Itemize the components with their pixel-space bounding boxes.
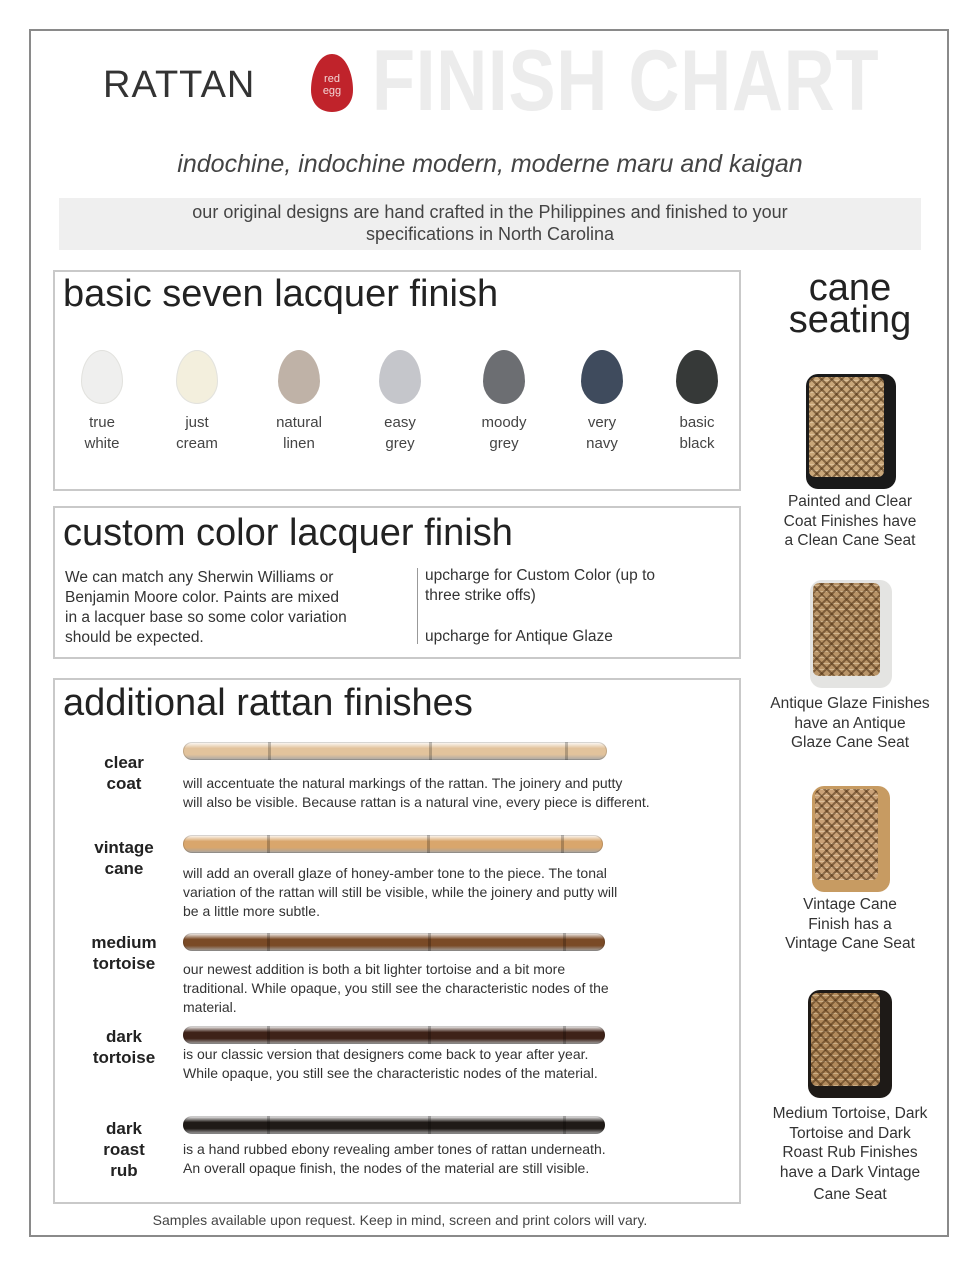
cane-seat-photo [806, 374, 896, 489]
swatch-label [360, 412, 440, 454]
footer-note: Samples available upon request. Keep in mind, screen and print colors will vary. [152, 1212, 648, 1228]
finish-description [183, 960, 723, 1017]
swatch-label [657, 412, 737, 454]
finish-name [69, 752, 179, 794]
red-egg-logo [310, 52, 354, 114]
finish-description [183, 864, 723, 921]
rattan-rod-sample [183, 742, 607, 760]
color-swatch [676, 350, 718, 404]
custom-color-section [53, 506, 741, 659]
divider [417, 568, 418, 644]
finish-name [69, 837, 179, 879]
cane-seat-caption [752, 492, 948, 551]
description-line: will also be visible. Because rattan is a natural vine, every piece is different. [183, 794, 650, 810]
finish-name-line: dark [106, 1027, 142, 1046]
rod-node [563, 1026, 566, 1044]
swatch-label [259, 412, 339, 454]
finish-description [183, 774, 723, 812]
finish-name-line: tortoise [92, 1048, 156, 1067]
section-title: additional rattan finishes [63, 682, 473, 724]
custom-color-upcharges [425, 566, 725, 647]
caption-line: Antique Glaze Finishes [770, 695, 930, 712]
description-line: is our classic version that designers come back to year after year. [183, 1046, 589, 1062]
caption-line: Vintage Cane [803, 896, 897, 913]
description-line: Benjamin Moore color. Paints are mixed [65, 589, 339, 606]
rattan-label: RATTAN [103, 64, 256, 106]
spacer [425, 606, 725, 627]
finish-name [69, 1026, 179, 1068]
cane-seating-title [766, 267, 934, 341]
rod-node [427, 835, 430, 853]
rod-node [561, 835, 564, 853]
cane-seat-caption [752, 1104, 948, 1205]
rod-node [267, 835, 270, 853]
rattan-rod-sample [183, 933, 605, 951]
additional-finishes-section [53, 678, 741, 1204]
finish-name-line: tortoise [92, 954, 156, 973]
rod-node [563, 933, 566, 951]
description-line: traditional. While opaque, you still see the characteristic nodes of the [183, 980, 609, 996]
caption-line: Finish has a [808, 915, 892, 933]
description-line: be a little more subtle. [183, 903, 320, 919]
rod-node [428, 1026, 431, 1044]
finish-name-line: cane [104, 859, 144, 878]
caption-line: have a Dark Vintage [779, 1163, 921, 1181]
description-line: is a hand rubbed ebony revealing amber tones of rattan underneath. [183, 1141, 606, 1157]
caption-line: Vintage Cane Seat [785, 935, 915, 952]
caption-line: a Clean Cane Seat [784, 532, 916, 549]
caption-line: Painted and Clear [787, 493, 913, 510]
rod-node [267, 933, 270, 951]
color-swatch [483, 350, 525, 404]
finish-description [183, 1140, 723, 1178]
description-line: We can match any Sherwin Williams or [65, 569, 334, 586]
product-lines-subtitle: indochine, indochine modern, moderne maru and kaigan [177, 150, 803, 178]
swatch-label-line: natural [276, 414, 322, 431]
cane-seat-caption [752, 694, 948, 753]
rod-node [268, 742, 271, 760]
origin-banner [59, 198, 921, 250]
swatch-label [157, 412, 237, 454]
finish-name-line: rub [110, 1161, 138, 1180]
rod-node [428, 1116, 431, 1134]
cane-seat-photo [812, 786, 890, 892]
swatch-label-line: easy [384, 414, 416, 431]
rattan-rod-sample [183, 835, 603, 853]
description-line: An overall opaque finish, the nodes of the material are still visible. [183, 1160, 590, 1176]
caption-line: Tortoise and Dark [789, 1124, 911, 1142]
upcharge-line: three strike offs) [425, 587, 536, 604]
title-line: seating [788, 299, 912, 341]
caption-line: Glaze Cane Seat [790, 734, 910, 751]
description-line: in a lacquer base so some color variation [65, 609, 347, 626]
swatch-label-line: very [587, 414, 617, 431]
caption-line: Roast Rub Finishes [782, 1144, 918, 1161]
rod-node [429, 742, 432, 760]
finish-name-line: roast [103, 1140, 145, 1159]
finish-name-line: vintage [94, 838, 154, 857]
swatch-label [62, 412, 142, 454]
description-line: will add an overall glaze of honey-amber tone to the piece. The tonal [183, 865, 607, 881]
rod-node [267, 1116, 270, 1134]
swatch-label-line: true [89, 414, 115, 431]
swatch-label-line: linen [283, 435, 315, 452]
section-title: basic seven lacquer finish [63, 273, 499, 315]
swatch-label-line: grey [385, 435, 415, 452]
description-line: will accentuate the natural markings of the rattan. The joinery and putty [183, 775, 623, 791]
upcharge-line: upcharge for Antique Glaze [425, 628, 613, 645]
custom-color-description [65, 568, 395, 648]
cane-weave [815, 789, 878, 880]
description-line: While opaque, you still see the characteristic nodes of the material. [183, 1065, 598, 1081]
chart-title: FINISH CHART [372, 33, 880, 129]
description-line: material. [183, 999, 237, 1015]
finish-name-line: medium [91, 933, 157, 952]
rod-node [428, 933, 431, 951]
color-swatch [581, 350, 623, 404]
rod-node [563, 1116, 566, 1134]
caption-line: Coat Finishes have [783, 512, 917, 530]
finish-name-line: dark [106, 1119, 142, 1138]
caption-line: Medium Tortoise, Dark [772, 1105, 928, 1122]
swatch-label-line: black [679, 435, 715, 452]
color-swatch [379, 350, 421, 404]
rod-node [565, 742, 568, 760]
banner-line: our original designs are hand crafted in the Philippines and finished to your [192, 202, 788, 222]
basic-lacquer-section [53, 270, 741, 491]
swatch-label-line: moody [481, 414, 527, 431]
color-swatch [176, 350, 218, 404]
caption-line: Cane Seat [813, 1186, 887, 1203]
title-line: cane [808, 267, 892, 309]
swatch-label [562, 412, 642, 454]
rattan-rod-sample [183, 1026, 605, 1044]
description-line: variation of the rattan will still be visible, while the joinery and putty will [183, 884, 618, 900]
rod-node [267, 1026, 270, 1044]
swatch-label [464, 412, 544, 454]
svg-text:red: red [324, 73, 340, 85]
swatch-label-line: basic [679, 414, 715, 431]
swatch-label-line: navy [586, 435, 618, 452]
cane-seat-photo [810, 580, 892, 688]
swatch-label-line: white [84, 435, 120, 452]
finish-name [69, 932, 179, 974]
color-swatch [81, 350, 123, 404]
finish-name-line: clear [104, 753, 144, 772]
svg-text:egg: egg [322, 85, 342, 97]
banner-line: specifications in North Carolina [365, 224, 615, 244]
caption-line: have an Antique [794, 714, 906, 732]
section-title: custom color lacquer finish [63, 512, 513, 554]
finish-name-line: coat [106, 774, 142, 793]
swatch-label-line: cream [176, 435, 218, 452]
description-line: our newest addition is both a bit lighter tortoise and a bit more [183, 961, 566, 977]
cane-weave [809, 377, 884, 477]
description-line: should be expected. [65, 629, 204, 646]
swatch-label-line: just [185, 414, 209, 431]
finish-description [183, 1045, 723, 1083]
rattan-rod-sample [183, 1116, 605, 1134]
finish-name [69, 1118, 179, 1181]
cane-seat-caption [752, 895, 948, 954]
cane-weave [811, 993, 880, 1086]
upcharge-line: upcharge for Custom Color (up to [425, 567, 656, 584]
color-swatch [278, 350, 320, 404]
cane-weave [813, 583, 880, 676]
cane-seat-photo [808, 990, 892, 1098]
swatch-label-line: grey [489, 435, 519, 452]
